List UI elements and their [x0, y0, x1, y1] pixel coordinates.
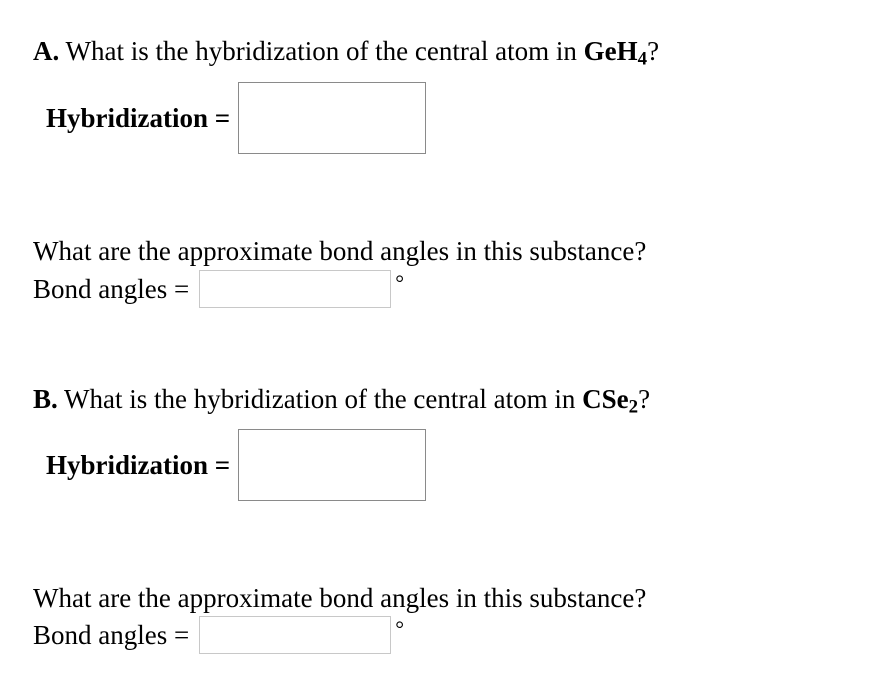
angle-question-a: What are the approximate bond angles in this substance? — [33, 236, 647, 266]
angle-label-a: Bond angles = — [33, 273, 190, 304]
hybridization-dropbox-a[interactable] — [238, 82, 426, 154]
question-a-text: What is the hybridization of the central atom in — [59, 36, 584, 66]
hybridization-dropbox-b[interactable] — [238, 429, 426, 501]
formula-a: GeH$_4$ — [583, 36, 648, 70]
question-b: B. What is the hybridization of the central atom in CSe$_2$? — [33, 384, 651, 418]
angle-row-a — [33, 270, 404, 308]
hybridization-label-b: Hybridization = — [46, 449, 231, 480]
bond-angle-input-a[interactable] — [199, 270, 391, 308]
question-a: A. What is the hybridization of the central atom in GeH$_4$? — [33, 36, 660, 70]
hybridization-label-a: Hybridization = — [46, 102, 231, 133]
part-a-prefix: A. — [33, 36, 60, 66]
degree-symbol-b: ° — [395, 616, 405, 641]
angle-question-b: What are the approximate bond angles in this substance? — [33, 583, 647, 613]
question-b-text: What is the hybridization of the central atom in — [57, 384, 583, 414]
part-b-prefix: B. — [33, 384, 58, 414]
hybridization-row-b — [46, 429, 426, 501]
formula-b: CSe$_2$ — [582, 384, 639, 418]
angle-label-b: Bond angles = — [33, 619, 190, 650]
hybridization-row-a — [46, 82, 426, 154]
angle-row-b — [33, 616, 404, 654]
degree-symbol-a: ° — [395, 270, 405, 295]
bond-angle-input-b[interactable] — [199, 616, 391, 654]
